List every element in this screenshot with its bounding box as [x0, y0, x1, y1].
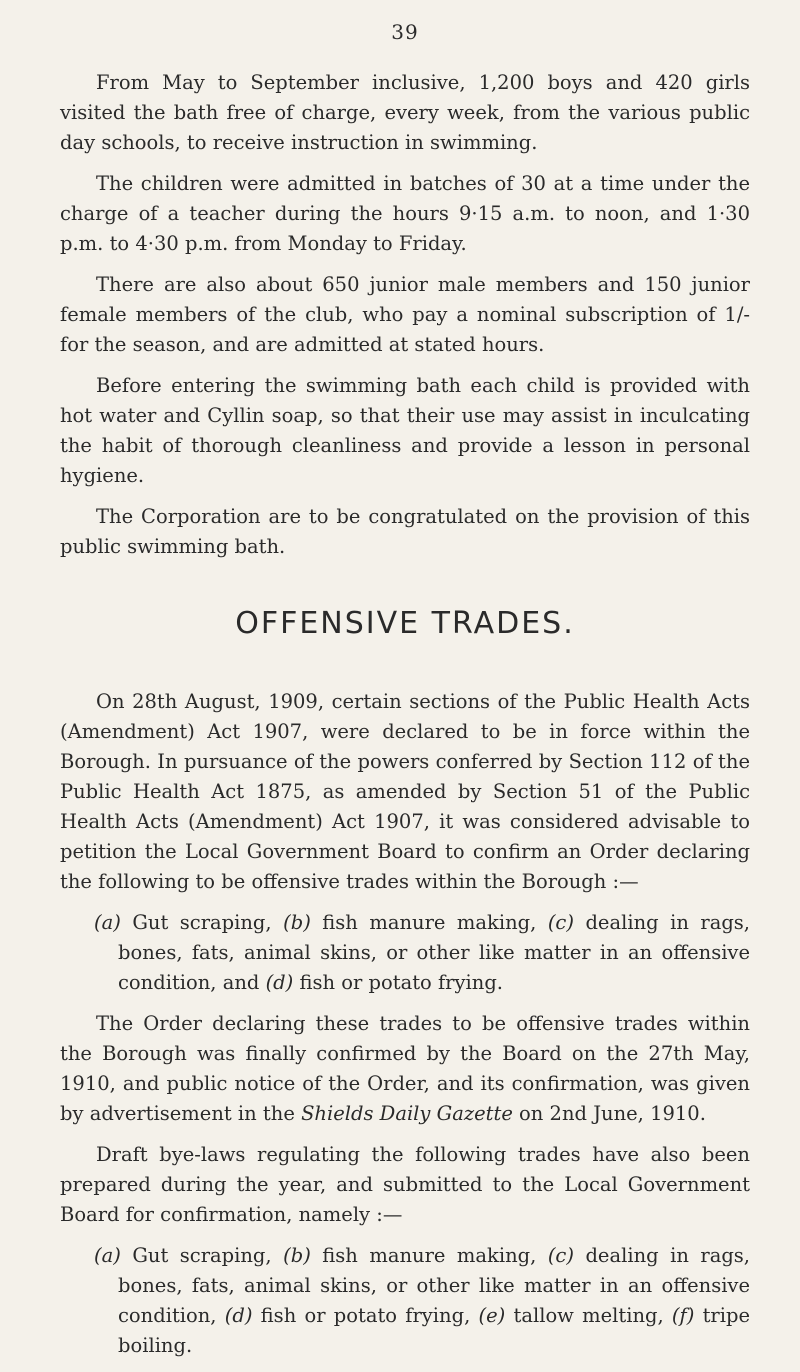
confirm-text-after: on 2nd June, 1910.: [512, 1102, 706, 1125]
paragraph-order-confirmed: [60, 1009, 750, 1129]
list-item-text: tallow melting,: [505, 1304, 672, 1327]
list-item-text: Gut scraping,: [120, 911, 284, 934]
list-label: (c): [547, 911, 574, 934]
paragraph-congratulations: The Corporation are to be congratulated on the provision of this public swimming bath.: [60, 505, 750, 558]
list-label: (a): [94, 911, 121, 934]
list-item-text: dealing in rags, bones, fats, animal skins, or other like matter in an offensive condition,: [118, 1244, 751, 1327]
newspaper-name: Shields Daily Gazette: [301, 1102, 513, 1125]
list-label: (e): [478, 1304, 506, 1327]
list-label: (a): [94, 1244, 121, 1267]
list-label: (d): [224, 1304, 253, 1327]
list-label: (b): [283, 1244, 311, 1267]
paragraph-club-members: There are also about 650 junior male members and 150 junior female members of the club, who pay a nominal subscription of 1/- for the season, and are admitted at stated hours.: [60, 273, 750, 356]
list-item-text: Gut scraping,: [120, 1244, 284, 1267]
list-item-text: fish manure making,: [310, 911, 548, 934]
byelaw-trades-list: [60, 1241, 750, 1361]
section-heading: OFFENSIVE TRADES.: [235, 606, 575, 641]
list-item-text: dealing in rags, bones, fats, animal skins, or other like matter in an offensive condition, and: [118, 911, 751, 994]
list-label: (c): [547, 1244, 574, 1267]
list-item-text: fish or potato frying.: [293, 971, 504, 994]
list-item-text: fish or potato frying,: [252, 1304, 479, 1327]
list-item-text: fish manure making,: [310, 1244, 548, 1267]
confirm-text-before: The Order declaring these trades to be offensive trades within the Borough was finally confirmed by the Board on the 27th May, 1910, and public notice of the Order, and its confirmation, was given by advertisement in the: [60, 1012, 750, 1125]
paragraph-batches: The children were admitted in batches of 30 at a time under the charge of a teacher during the hours 9·15 a.m. to noon, and 1·30 p.m. to 4·30 p.m. from Monday to Friday.: [60, 172, 750, 255]
document-page: [60, 20, 750, 1372]
list-label: (d): [265, 971, 294, 994]
list-label: (b): [283, 911, 311, 934]
paragraph-order-petition: On 28th August, 1909, certain sections of the Public Health Acts (Amendment) Act 1907, were declared to be in force within the Borough. In pursuance of the powers conferred by Section 112 of the Public Health Act 1875, as amended by Section 51 of the Public Health Acts (Amendment) Act 1907, it was considered advisable to petition the Local Government Board to confirm an Order declaring the following to be offensive trades within the Borough :—: [60, 690, 750, 893]
offensive-trades-list: [60, 908, 750, 998]
page-number: 39: [391, 20, 419, 44]
paragraph-draft-byelaws: Draft bye-laws regulating the following trades have also been prepared during the year, and submitted to the Local Government Board for confirmation, namely :—: [60, 1143, 750, 1226]
paragraph-hygiene: Before entering the swimming bath each child is provided with hot water and Cyllin soap, so that their use may assist in inculcating the habit of thorough cleanliness and provide a lesson in personal hygiene.: [60, 374, 750, 487]
list-item-text: tripe boiling.: [118, 1304, 751, 1357]
list-label: (f): [671, 1304, 695, 1327]
paragraph-swimming-visits: From May to September inclusive, 1,200 boys and 420 girls visited the bath free of charge, every week, from the various public day schools, to receive instruction in swimming.: [60, 71, 750, 154]
